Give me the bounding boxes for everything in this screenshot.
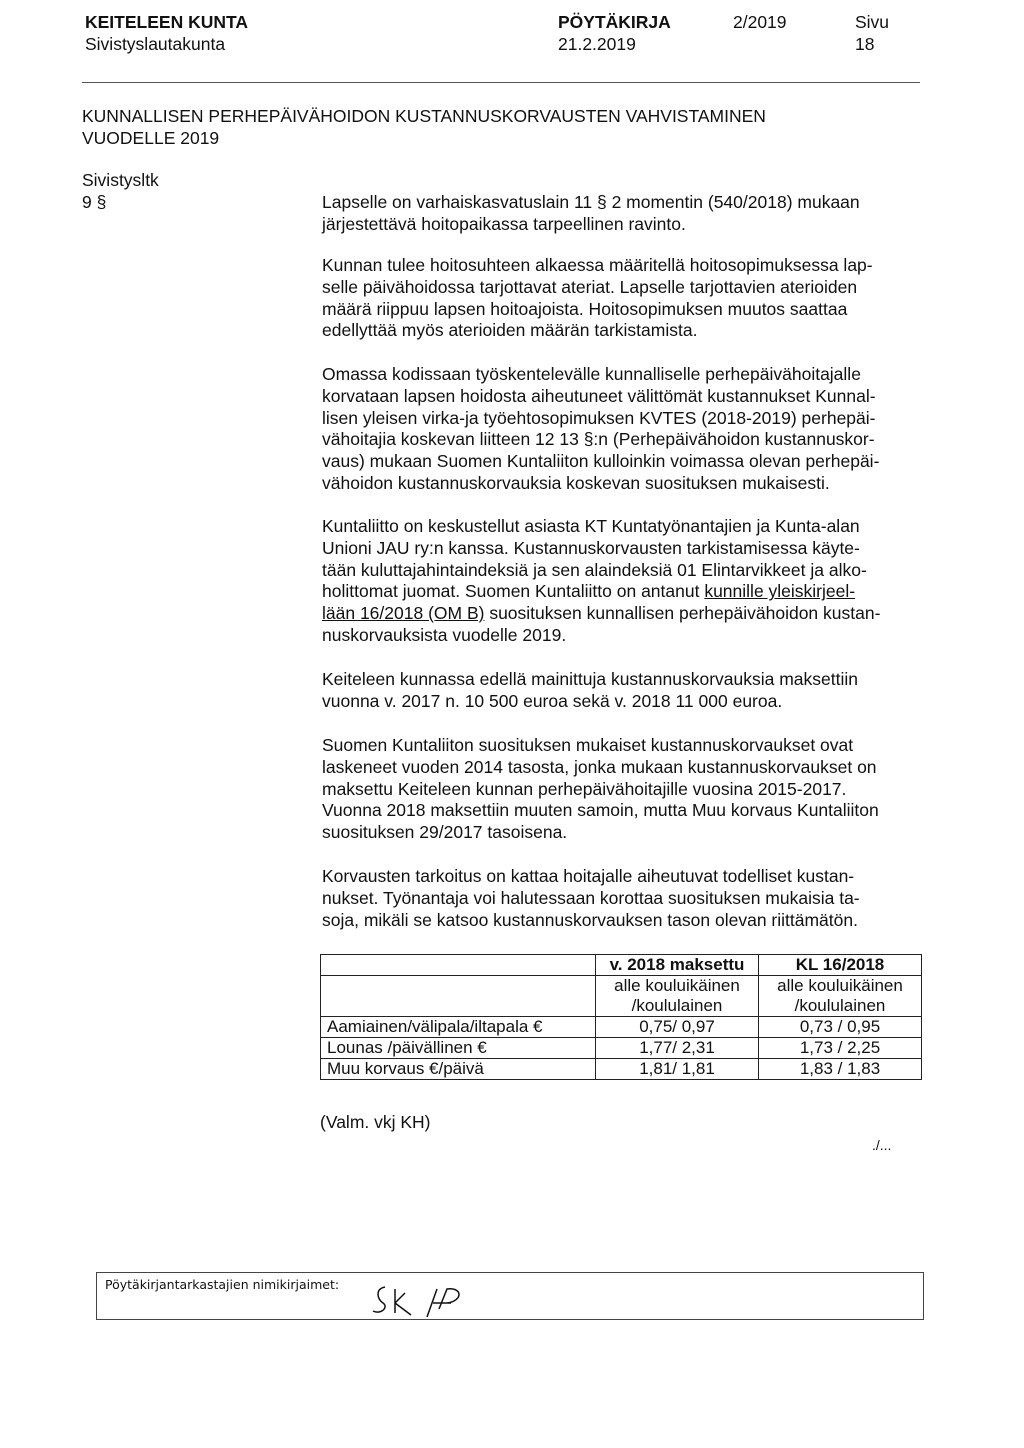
table-subheader-row xyxy=(321,976,922,1017)
table-row xyxy=(321,1038,922,1059)
initials-signature xyxy=(367,1279,527,1319)
table-row xyxy=(321,1017,922,1038)
line: Unioni JAU ry:n kanssa. Kustannuskorvausten tarkistamisessa käyte- xyxy=(322,537,860,558)
meeting-date: 21.2.2019 xyxy=(558,34,636,54)
compensation-table xyxy=(320,954,922,1080)
minutes-number: 2/2019 xyxy=(733,12,787,32)
subheader-cell: alle kouluikäinen /koululainen xyxy=(596,976,759,1017)
page-label: Sivu xyxy=(855,12,890,32)
line: vähoidon kustannuskorvauksia koskevan suosituksen mukaisesti. xyxy=(322,472,830,493)
table-row xyxy=(321,1059,922,1080)
line: Keiteleen kunnassa edellä mainittuja kustannuskorvauksia maksettiin xyxy=(322,669,858,689)
title-line-2: VUODELLE 2019 xyxy=(82,128,220,148)
line: Kunnan tulee hoitosuhteen alkaessa määritellä hoitosopimuksessa lap- xyxy=(322,255,873,275)
line: Kuntaliitto on keskustellut asiasta KT Kuntatyönantajien ja Kunta-alan xyxy=(322,516,860,536)
paragraph-7 xyxy=(322,866,860,931)
section-prefix: Sivistysltk xyxy=(82,170,159,190)
doc-type: PÖYTÄKIRJA xyxy=(558,12,671,32)
org-name: KEITELEEN KUNTA xyxy=(85,12,249,32)
line: soja, mikäli se katsoo kustannuskorvauksen tason olevan riittämätön. xyxy=(322,909,858,930)
line: vuonna v. 2017 n. 10 500 euroa sekä v. 2018 11 000 euroa. xyxy=(322,690,783,711)
initials-box xyxy=(96,1272,924,1320)
paragraph-5 xyxy=(322,669,858,713)
paragraph-2 xyxy=(322,255,873,342)
subheader-cell: alle kouluikäinen /koululainen xyxy=(759,976,922,1017)
line: lisen yleisen virka-ja työehtosopimuksen KVTES (2018-2019) perhepäi- xyxy=(322,407,876,428)
paragraph-3 xyxy=(322,364,879,495)
preparer-note: (Valm. vkj KH) xyxy=(320,1112,431,1132)
line: Korvausten tarkoitus on kattaa hoitajalle aiheutuvat todelliset kustan- xyxy=(322,866,855,886)
line: korvataan lapsen hoidosta aiheutuneet välittömät kustannukset Kunnal- xyxy=(322,385,876,406)
cell: Aamiainen/välipala/iltapala € xyxy=(321,1017,596,1038)
initials-label: Pöytäkirjantarkastajien nimikirjaimet: xyxy=(105,1277,340,1292)
section-number: 9 § xyxy=(82,192,107,212)
line xyxy=(322,581,880,603)
cell: 1,73 / 2,25 xyxy=(759,1038,922,1059)
line: selle päivähoidossa tarjottavat ateriat. Lapselle tarjottavien aterioiden xyxy=(322,276,858,297)
line: nukset. Työnantaja voi halutessaan korottaa suosituksen mukaisia ta- xyxy=(322,887,860,908)
cell: 1,83 / 1,83 xyxy=(759,1059,922,1080)
text: holittomat juomat. Suomen Kuntaliitto on antanut xyxy=(322,581,705,602)
line: järjestettävä hoitopaikassa tarpeellinen ravinto. xyxy=(322,213,686,234)
paragraph-1 xyxy=(322,192,860,236)
page-number: 18 xyxy=(855,34,875,54)
line: määrä riippuu lapsen hoitoajoista. Hoitosopimuksen muutos saattaa xyxy=(322,298,848,319)
line: Suomen Kuntaliiton suosituksen mukaiset kustannuskorvaukset ovat xyxy=(322,735,854,755)
line: vähoitajia koskevan liitteen 12 13 §:n (Perhepäivähoidon kustannuskor- xyxy=(322,429,875,450)
line: edellyttää myös aterioiden määrän tarkistamista. xyxy=(322,320,698,341)
header-cell xyxy=(321,955,596,976)
subheader-cell xyxy=(321,976,596,1017)
circular-link[interactable]: kunnille yleiskirjeel- xyxy=(704,581,856,602)
line: laskeneet vuoden 2014 tasosta, jonka mukaan kustannuskorvaukset on xyxy=(322,756,877,777)
line: suosituksen 29/2017 tasoisena. xyxy=(322,822,568,843)
line: nuskorvauksista vuodelle 2019. xyxy=(322,624,567,645)
line xyxy=(322,603,880,625)
line: Vuonna 2018 maksettiin muuten samoin, mutta Muu korvaus Kuntaliiton xyxy=(322,800,879,821)
line: vaus) mukaan Suomen Kuntaliiton kulloinkin voimassa olevan perhepäi- xyxy=(322,451,880,472)
table-header-row xyxy=(321,955,922,976)
paragraph-6 xyxy=(322,735,879,844)
line: maksettu Keiteleen kunnan perhepäivähoitajille vuosina 2015-2017. xyxy=(322,778,847,799)
paragraph-4 xyxy=(322,516,880,647)
cell: 1,81/ 1,81 xyxy=(596,1059,759,1080)
header-cell: KL 16/2018 xyxy=(759,955,922,976)
cell: Muu korvaus €/päivä xyxy=(321,1059,596,1080)
header-cell: v. 2018 maksettu xyxy=(596,955,759,976)
header-divider xyxy=(82,82,920,83)
line: Lapselle on varhaiskasvatuslain 11 § 2 momentin (540/2018) mukaan xyxy=(322,192,860,212)
cell: 0,73 / 0,95 xyxy=(759,1017,922,1038)
line: Omassa kodissaan työskentelevälle kunnalliselle perhepäivähoitajalle xyxy=(322,364,861,384)
title-line-1: KUNNALLISEN PERHEPÄIVÄHOIDON KUSTANNUSKORVAUSTEN VAHVISTAMINEN xyxy=(82,106,766,126)
circular-link-cont[interactable]: lään 16/2018 (OM B) xyxy=(322,603,485,624)
board-name: Sivistyslautakunta xyxy=(85,34,226,54)
text: suosituksen kunnallisen perhepäivähoidon kustan- xyxy=(484,603,881,624)
cell: Lounas /päivällinen € xyxy=(321,1038,596,1059)
continues-marker: ./... xyxy=(872,1137,892,1153)
cell: 1,77/ 2,31 xyxy=(596,1038,759,1059)
line: tään kuluttajahintaindeksiä ja sen alaindeksiä 01 Elintarvikkeet ja alko- xyxy=(322,559,867,580)
cell: 0,75/ 0,97 xyxy=(596,1017,759,1038)
